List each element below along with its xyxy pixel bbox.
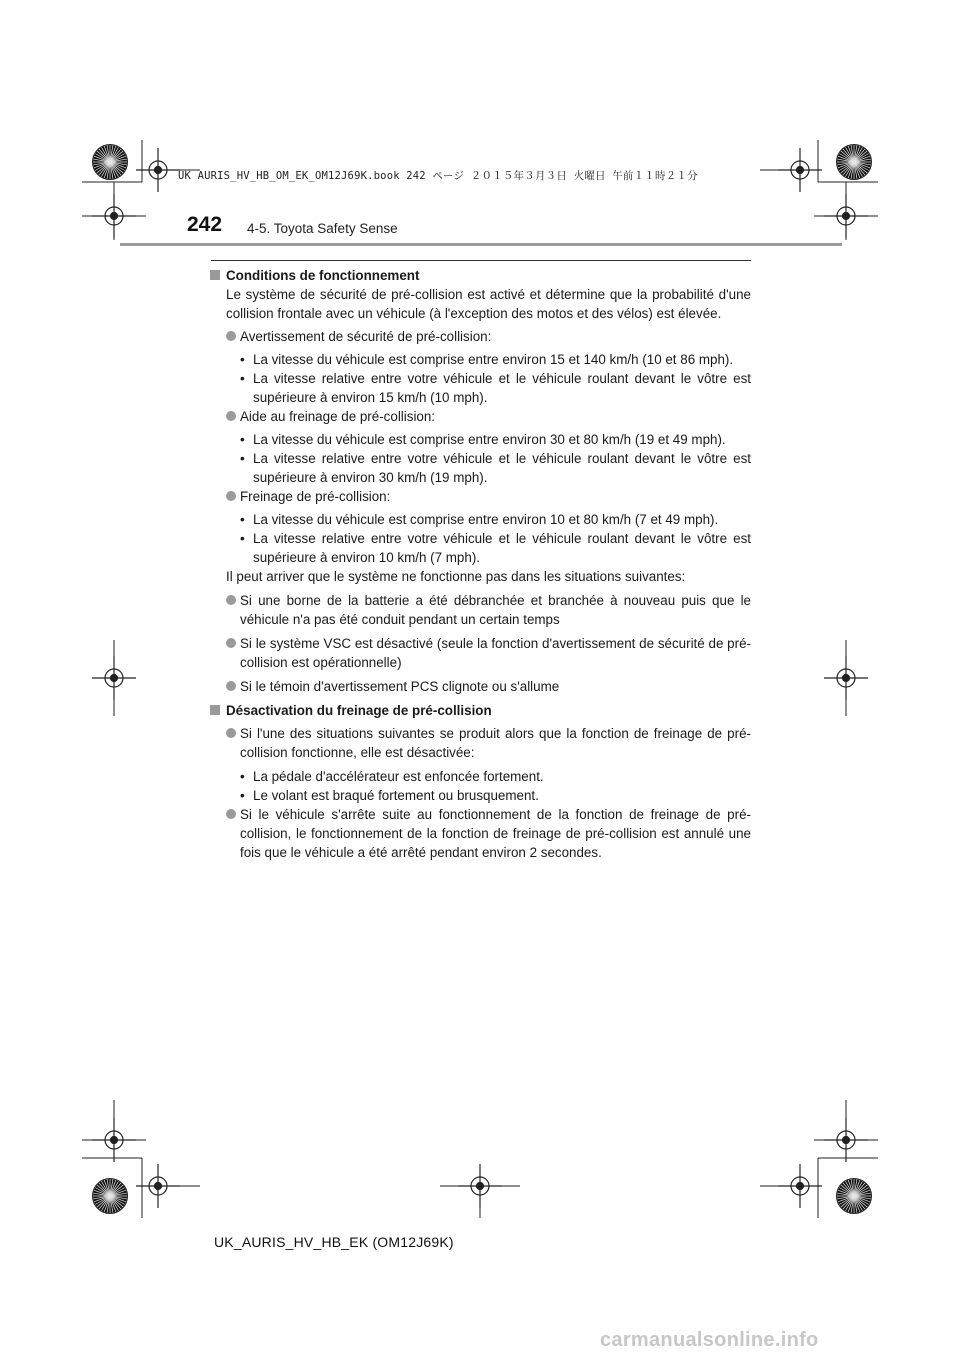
starburst-mark-icon <box>93 145 128 180</box>
section-title: 4-5. Toyota Safety Sense <box>247 221 398 236</box>
square-bullet-icon <box>210 270 220 280</box>
round-bullet-icon <box>226 681 236 691</box>
list-item: Aide au freinage de pré-collision: <box>226 407 751 426</box>
section-heading-deactivation: Désactivation du freinage de pré-collision <box>210 701 751 720</box>
round-bullet-icon <box>226 638 236 648</box>
list-item: Si l'une des situations suivantes se produit alors que la fonction de freinage de pré-collision fonctionne, elle est désactivée: <box>226 724 751 762</box>
conditions-intro: Le système de sécurité de pré-collision est activé et détermine que la probabilité d'une collision frontale avec un véhicule (à l'exception des motos et des vélos) est élevée. <box>226 287 751 321</box>
header-rule <box>120 243 842 246</box>
round-bullet-icon <box>226 491 236 501</box>
list-item: Si le témoin d'avertissement PCS clignote ou s'allume <box>226 677 751 696</box>
round-bullet-icon <box>226 728 236 738</box>
registration-mark-icon <box>458 1164 502 1208</box>
round-bullet-icon <box>226 331 236 341</box>
square-bullet-icon <box>210 705 220 715</box>
registration-mark-icon <box>778 1164 822 1208</box>
starburst-mark-icon <box>837 1179 872 1214</box>
content-rule <box>211 260 751 261</box>
not-working-intro: Il peut arriver que le système ne fonctionne pas dans les situations suivantes: <box>226 569 686 584</box>
list-item: Si une borne de la batterie a été débranchée et branchée à nouveau puis que le véhicule n'a pas été conduit pendant un certain temps <box>226 591 751 629</box>
sub-list-item: • La pédale d'accélérateur est enfoncée fortement. <box>240 769 544 784</box>
round-bullet-icon <box>226 595 236 605</box>
registration-mark-icon <box>136 148 180 192</box>
page-number: 242 <box>187 213 223 236</box>
page-content <box>210 266 751 862</box>
sub-list-item: • La vitesse relative entre votre véhicule et le véhicule roulant devant le vôtre est supérieure à environ 10 km/h (7 mph). <box>240 531 751 565</box>
sub-list-item: • La vitesse du véhicule est comprise entre environ 10 et 80 km/h (7 et 49 mph). <box>240 512 719 527</box>
list-item: Freinage de pré-collision: <box>226 487 751 506</box>
book-file-info: UK AURIS_HV_HB_OM_EK_OM12J69K.book 242 ページ ２０１５年３月３日 火曜日 午前１１時２１分 <box>178 170 698 182</box>
sub-list-item: • La vitesse du véhicule est comprise entre environ 15 et 140 km/h (10 et 86 mph). <box>240 352 734 367</box>
round-bullet-icon <box>226 809 236 819</box>
round-bullet-icon <box>226 411 236 421</box>
sub-list-item: • La vitesse relative entre votre véhicule et le véhicule roulant devant le vôtre est supérieure à environ 30 km/h (19 mph). <box>240 451 751 485</box>
sub-list-item: • La vitesse relative entre votre véhicule et le véhicule roulant devant le vôtre est supérieure à environ 15 km/h (10 mph). <box>240 371 751 405</box>
starburst-mark-icon <box>837 145 872 180</box>
watermark: carmanualsonline.info <box>600 1329 819 1351</box>
list-item: Si le système VSC est désactivé (seule la fonction d'avertissement de sécurité de pré-collision est opérationnelle) <box>226 634 751 672</box>
document-code: UK_AURIS_HV_HB_EK (OM12J69K) <box>214 1234 454 1250</box>
list-item: Si le véhicule s'arrête suite au fonctionnement de la fonction de freinage de pré-collision, le fonctionnement de la fonction de freinage de pré-collision est annulé une fois que le véhicule a été arrêté pendant environ 2 secondes. <box>226 805 751 862</box>
registration-mark-icon <box>136 1164 180 1208</box>
sub-list-item: • Le volant est braqué fortement ou brusquement. <box>240 788 539 803</box>
list-item: Avertissement de sécurité de pré-collision: <box>226 327 751 346</box>
sub-list-item: • La vitesse du véhicule est comprise entre environ 30 et 80 km/h (19 et 49 mph). <box>240 432 726 447</box>
section-heading-conditions: Conditions de fonctionnement <box>210 266 751 285</box>
registration-mark-icon <box>778 148 822 192</box>
starburst-mark-icon <box>93 1179 128 1214</box>
